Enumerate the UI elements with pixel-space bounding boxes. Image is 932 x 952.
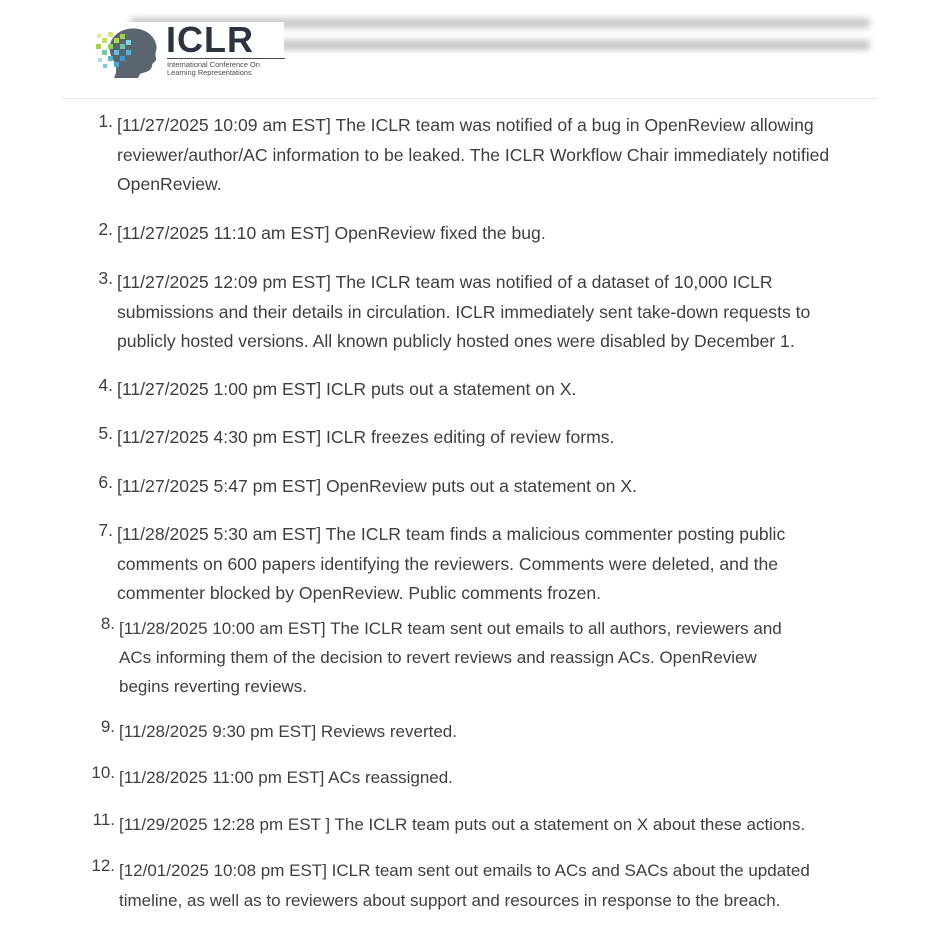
item-number: 1. — [98, 111, 113, 131]
item-text-line: begins reverting reviews. — [119, 677, 308, 696]
item-text-line: [11/28/2025 5:30 am EST] The ICLR team finds a malicious commenter posting public — [117, 524, 786, 544]
item-text-line: timeline, as well as to reviewers about support and resources in response to the breach. — [119, 890, 781, 910]
timeline-item — [91, 763, 453, 793]
timeline-item — [100, 717, 457, 747]
logo-subtitle-line1: International Conference On — [167, 60, 260, 69]
item-text-line: OpenReview. — [117, 174, 222, 194]
timeline-item — [92, 810, 806, 840]
timeline-item — [98, 520, 786, 609]
timeline-item — [98, 268, 811, 357]
item-number: 3. — [98, 268, 113, 288]
item-text-line: [11/27/2025 4:30 pm EST] ICLR freezes editing of review forms. — [117, 427, 615, 447]
timeline-item — [98, 423, 615, 453]
item-text-line: [11/27/2025 10:09 am EST] The ICLR team was notified of a bug in OpenReview allowing — [117, 115, 814, 135]
item-number: 10. — [91, 763, 115, 782]
timeline-item — [100, 614, 782, 701]
timeline-item — [98, 375, 577, 405]
item-number: 9. — [100, 717, 115, 736]
item-number: 5. — [98, 423, 113, 443]
timeline-item — [98, 219, 546, 249]
item-text-line: [11/28/2025 9:30 pm EST] Reviews reverted. — [119, 722, 457, 741]
logo-subtitle-line2: Learning Representations — [167, 68, 252, 78]
item-text-line: [11/27/2025 12:09 pm EST] The ICLR team was notified of a dataset of 10,000 ICLR — [117, 272, 773, 292]
item-text-line: publicly hosted versions. All known publicly hosted ones were disabled by December 1. — [117, 331, 795, 351]
item-number: 8. — [100, 614, 115, 633]
item-text-line: comments on 600 papers identifying the reviewers. Comments were deleted, and the — [117, 553, 779, 574]
item-number: 2. — [98, 219, 113, 239]
item-text-line: commenter blocked by OpenReview. Public comments frozen. — [117, 583, 602, 603]
item-number: 6. — [98, 472, 113, 492]
item-text-line: [11/27/2025 5:47 pm EST] OpenReview puts out a statement on X. — [117, 476, 637, 496]
logo-title: ICLR — [166, 19, 254, 60]
item-text-line: [11/27/2025 1:00 pm EST] ICLR puts out a statement on X. — [117, 379, 577, 399]
timeline-item — [98, 111, 830, 200]
item-text-line: reviewer/author/AC information to be leaked. The ICLR Workflow Chair immediately notified — [117, 144, 830, 165]
item-number: 4. — [98, 375, 113, 395]
item-text-line: [12/01/2025 10:08 pm EST] ICLR team sent out emails to ACs and SACs about the updated — [119, 861, 810, 880]
item-number: 12. — [91, 856, 115, 875]
item-text-line: ACs informing them of the decision to revert reviews and reassign ACs. OpenReview — [119, 648, 757, 667]
item-text-line: submissions and their details in circulation. ICLR immediately sent take-down requests to — [117, 301, 811, 322]
item-text-line: [11/28/2025 10:00 am EST] The ICLR team sent out emails to all authors, reviewers and — [119, 619, 782, 638]
item-text-line: [11/27/2025 11:10 am EST] OpenReview fixed the bug. — [117, 223, 546, 243]
timeline-item — [91, 856, 810, 915]
item-text-line: [11/28/2025 11:00 pm EST] ACs reassigned. — [119, 768, 453, 787]
timeline-item — [98, 472, 637, 502]
item-number: 11. — [92, 810, 115, 829]
item-number: 7. — [98, 520, 113, 540]
item-text-line: [11/29/2025 12:28 pm EST ] The ICLR team puts out a statement on X about these actions. — [119, 815, 806, 834]
